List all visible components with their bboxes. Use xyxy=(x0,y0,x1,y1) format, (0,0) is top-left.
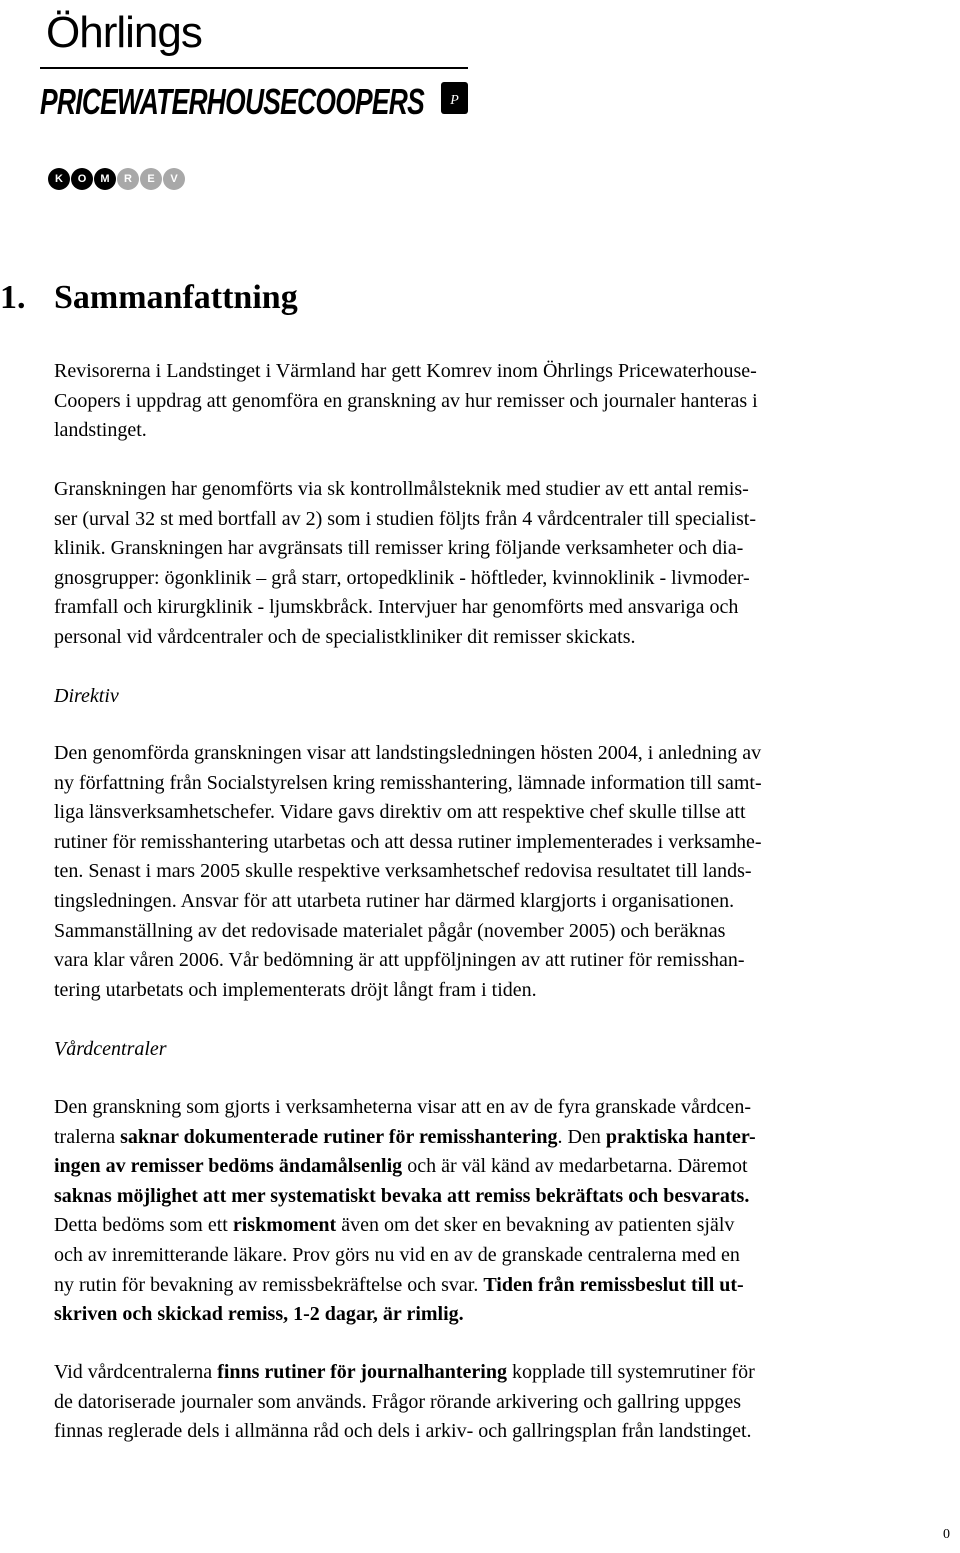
paragraph-vardcentraler xyxy=(54,1093,918,1330)
text-run: finnas reglerade dels i allmänna råd och dels i arkiv- och gallringsplan från landstinget. xyxy=(54,1420,752,1443)
komrev-letter: O xyxy=(71,168,93,190)
text-line xyxy=(54,1358,918,1388)
text-run: Den granskning som gjorts i verksamheterna visar att en av de fyra granskade vårdcen- xyxy=(54,1096,751,1118)
section-heading xyxy=(0,276,298,320)
text-run: och är väl känd av medarbetarna. Däremot xyxy=(402,1155,748,1178)
svg-text:P: P xyxy=(450,93,459,108)
section-number: 1. xyxy=(0,279,26,316)
text-line: personal vid vårdcentraler och de specialistkliniker dit remisser skickats. xyxy=(54,625,636,648)
text-run: och av inremitterande läkare. Prov görs nu vid en av de granskade centralerna med en xyxy=(54,1243,740,1266)
text-line xyxy=(54,1182,918,1212)
bold-text-run: riskmoment xyxy=(232,1214,337,1237)
subheading-direktiv: Direktiv xyxy=(54,685,119,707)
text-line: liga länsverksamhetschefer. Vidare gavs direktiv om att respektive chef skulle tillse att xyxy=(54,801,746,824)
bold-text-run: finns rutiner för journalhantering xyxy=(217,1361,507,1383)
bold-text-run: ingen av remisser bedöms ändamålsenlig xyxy=(54,1155,403,1178)
text-line: Granskningen har genomförts via sk kontrollmålsteknik med studier av ett antal remis- xyxy=(54,478,749,500)
text-line: klinik. Granskningen har avgränsats till remisser kring följande verksamheter och dia- xyxy=(54,537,744,560)
text-run: de datoriserade journaler som används. Frågor rörande arkivering och gallring uppges xyxy=(54,1390,741,1413)
text-line: rutiner för remisshantering utarbetas och att dessa rutiner implementerades i verksamhe- xyxy=(54,830,762,853)
text-line: Den genomförda granskningen visar att landstingsledningen hösten 2004, i anledning av xyxy=(54,742,762,764)
text-line xyxy=(54,1152,918,1182)
text-run: Vid vårdcentralerna xyxy=(54,1361,218,1383)
komrev-logo xyxy=(48,168,185,192)
pricewaterhousecoopers-logo xyxy=(40,66,470,128)
text-line xyxy=(54,1093,918,1123)
bold-text-run: skriven och skickad remiss, 1-2 dagar, är rimlig. xyxy=(54,1303,464,1326)
text-line: gnosgrupper: ögonklinik – grå starr, ortopedklinik - höftleder, kvinnoklinik - livmoder- xyxy=(54,566,750,589)
text-line xyxy=(54,1241,918,1271)
text-run: kopplade till systemrutiner för xyxy=(507,1361,755,1383)
bold-text-run: Tiden från remissbeslut till ut- xyxy=(483,1273,744,1296)
text-line: ten. Senast i mars 2005 skulle respektive verksamhetschef redovisa resultatet till lands- xyxy=(54,860,752,883)
paragraph-intro xyxy=(54,357,918,446)
text-line: ser (urval 32 st med bortfall av 2) som i studien följts från 4 vårdcentraler till specialist- xyxy=(54,507,757,530)
komrev-letter: E xyxy=(140,168,162,190)
bold-text-run: saknas möjlighet att mer systematiskt bevaka att remiss bekräftats och besvarats. xyxy=(54,1184,750,1207)
text-line: ny författning från Socialstyrelsen kring remisshantering, lämnade information till samt- xyxy=(54,771,762,794)
page-number: 0 xyxy=(943,1527,950,1542)
paragraph-method xyxy=(54,475,918,653)
text-run: . Den xyxy=(557,1125,606,1148)
text-line xyxy=(54,1300,918,1330)
ohrlings-logo: Öhrlings xyxy=(46,8,202,57)
text-run: även om det sker en bevakning av patienten själv xyxy=(336,1214,735,1237)
text-run: ny rutin för bevakning av remissbekräftelse och svar. xyxy=(54,1273,484,1296)
bold-text-run: praktiska hanter- xyxy=(605,1125,756,1148)
text-line xyxy=(54,1388,918,1418)
komrev-letter: K xyxy=(48,168,70,190)
text-line: tering utarbetats och implementerats dröjt långt fram i tiden. xyxy=(54,978,537,1001)
komrev-letter: M xyxy=(94,168,116,190)
text-line: framfall och kirurgklinik - ljumskbråck. Intervjuer har genomförts med ansvariga och xyxy=(54,596,739,619)
text-line: vara klar våren 2006. Vår bedömning är att uppföljningen av att rutiner för remisshan- xyxy=(54,949,745,972)
text-line xyxy=(54,1271,918,1301)
paragraph-journaler xyxy=(54,1358,918,1447)
text-run: tralerna xyxy=(54,1125,121,1148)
paragraph-direktiv xyxy=(54,739,918,1005)
subheading-vardcentraler: Vårdcentraler xyxy=(54,1038,167,1060)
text-line xyxy=(54,1123,918,1153)
text-run: Detta bedöms som ett xyxy=(54,1214,233,1237)
text-line xyxy=(54,1211,918,1241)
pwc-wordmark: PRICEWATERHOUSECOOPERS xyxy=(40,81,425,122)
komrev-letter: V xyxy=(163,168,185,190)
text-line: Sammanställning av det redovisade materialet pågår (november 2005) och beräknas xyxy=(54,919,726,942)
section-title: Sammanfattning xyxy=(54,279,298,316)
text-line: tingsledningen. Ansvar för att utarbeta rutiner har därmed klargjorts i organisationen. xyxy=(54,889,735,912)
bold-text-run: saknar dokumenterade rutiner för remisshantering xyxy=(120,1125,558,1148)
text-line: landstinget. xyxy=(54,419,147,442)
text-line xyxy=(54,1417,918,1447)
komrev-letter: R xyxy=(117,168,139,190)
text-line: Revisorerna i Landstinget i Värmland har gett Komrev inom Öhrlings Pricewaterhouse- xyxy=(54,360,757,382)
text-line: Coopers i uppdrag att genomföra en granskning av hur remisser och journaler hanteras i xyxy=(54,389,758,412)
